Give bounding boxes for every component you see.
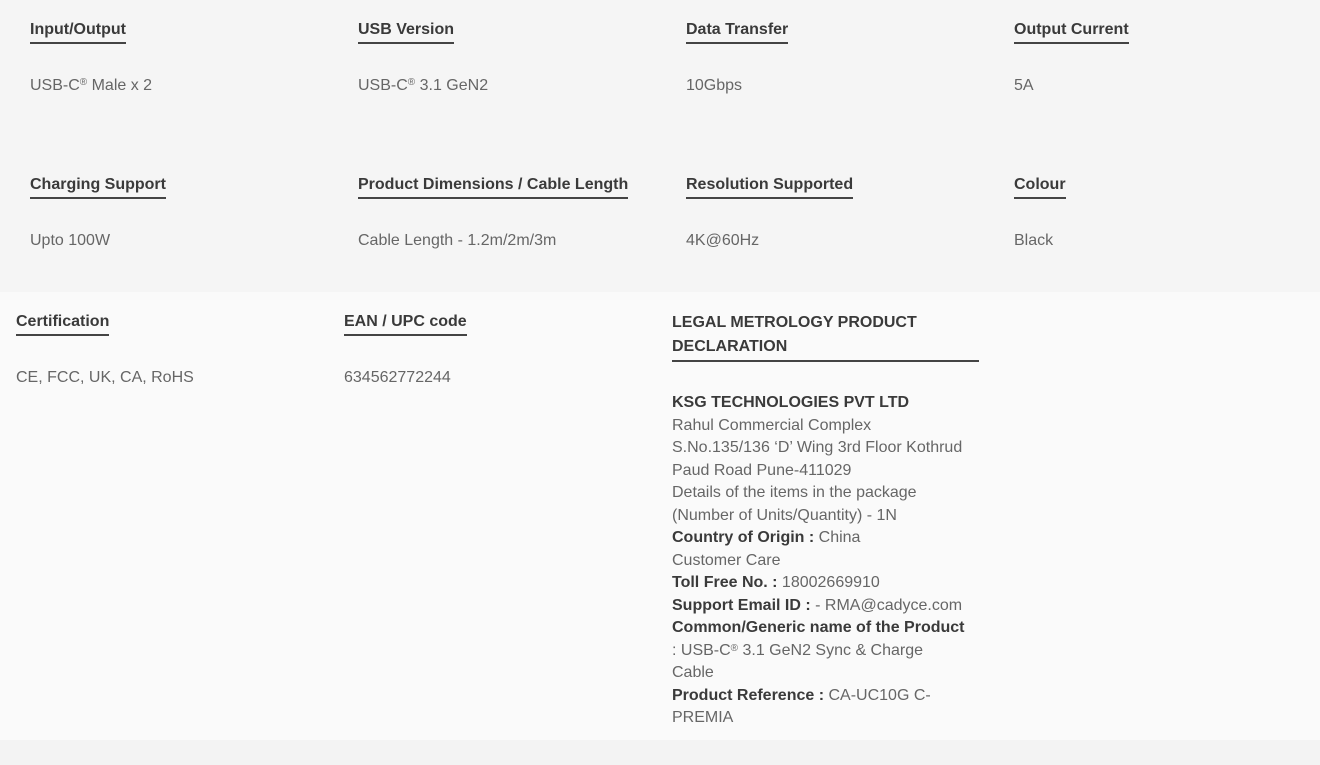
generic-name-value	[672, 640, 982, 663]
package-items-line: Details of the items in the package	[672, 484, 917, 501]
spec-value: CE, FCC, UK, CA, RoHS	[16, 369, 194, 386]
spec-title: EAN / UPC code	[344, 311, 467, 336]
spec-title: Resolution Supported	[686, 174, 853, 199]
product-reference	[672, 685, 982, 708]
value-text: USB-C	[358, 77, 408, 94]
spec-value: 634562772244	[344, 369, 451, 386]
spec-title: Data Transfer	[686, 19, 788, 44]
spec-input-output	[30, 19, 153, 94]
spec-charging-support	[30, 174, 166, 249]
legal-metrology-declaration	[672, 311, 982, 726]
spec-value: Cable Length - 1.2m/2m/3m	[358, 232, 557, 249]
spec-output-current	[1014, 19, 1129, 94]
origin-label: Country of Origin :	[672, 529, 815, 546]
email-label: Support Email ID :	[672, 596, 811, 614]
generic-value-text: : USB-C	[672, 641, 731, 659]
company-name: KSG TECHNOLOGIES PVT LTD	[672, 394, 910, 411]
registered-mark: ®	[730, 642, 739, 654]
spec-title: Output Current	[1014, 19, 1129, 44]
spec-value: 4K@60Hz	[686, 232, 760, 249]
reference-value: CA-UC10G C-	[824, 686, 931, 704]
legal-title	[672, 311, 979, 362]
tollfree-label: Toll Free No. :	[672, 574, 778, 591]
spec-title: Input/Output	[30, 19, 126, 44]
spec-value: 5A	[1014, 77, 1034, 94]
spec-title: USB Version	[358, 19, 454, 44]
spec-value: Black	[1014, 232, 1054, 249]
spec-title: Charging Support	[30, 174, 166, 199]
spec-title: Colour	[1014, 174, 1066, 199]
country-of-origin	[672, 527, 982, 550]
tollfree-value: 18002669910	[777, 574, 880, 591]
registered-mark: ®	[407, 77, 416, 88]
customer-care: Customer Care	[672, 551, 781, 569]
spec-title: Product Dimensions / Cable Length	[358, 174, 628, 199]
support-email	[672, 595, 982, 618]
spec-value: Upto 100W	[30, 232, 111, 249]
spec-dimensions	[358, 174, 629, 249]
generic-value-text: 3.1 GeN2 Sync & Charge	[738, 641, 924, 659]
spec-resolution	[686, 174, 854, 249]
address-line: S.No.135/136 ‘D’ Wing 3rd Floor Kothrud	[672, 439, 963, 456]
generic-name-label: Common/Generic name of the Product	[672, 619, 965, 636]
product-reference-line2: PREMIA	[672, 709, 734, 726]
legal-title-line: LEGAL METROLOGY PRODUCT	[672, 314, 917, 331]
value-text: 3.1 GeN2	[415, 77, 489, 94]
spec-value	[358, 76, 488, 96]
specs-bottom-panel	[0, 292, 1320, 740]
address-line: Rahul Commercial Complex	[672, 416, 872, 434]
spec-usb-version	[358, 19, 489, 94]
spec-ean-upc	[344, 311, 467, 386]
spec-certification	[16, 311, 194, 386]
legal-title-line: DECLARATION	[672, 338, 788, 355]
spec-value: 10Gbps	[686, 77, 743, 94]
package-items-line: (Number of Units/Quantity) - 1N	[672, 506, 897, 524]
generic-name-value-line2: Cable	[672, 664, 714, 681]
toll-free	[672, 572, 982, 595]
spec-title: Certification	[16, 311, 109, 336]
address-line: Paud Road Pune-411029	[672, 461, 852, 479]
registered-mark: ®	[79, 77, 88, 88]
origin-value: China	[814, 529, 861, 546]
spec-value	[30, 76, 152, 96]
legal-body	[672, 392, 982, 730]
value-text: USB-C	[30, 77, 80, 94]
spec-data-transfer	[686, 19, 789, 94]
value-text: Male x 2	[87, 77, 153, 94]
footer-strip	[0, 740, 1320, 765]
spec-colour	[1014, 174, 1066, 249]
email-value: - RMA@cadyce.com	[810, 596, 963, 614]
reference-label: Product Reference :	[672, 686, 825, 704]
